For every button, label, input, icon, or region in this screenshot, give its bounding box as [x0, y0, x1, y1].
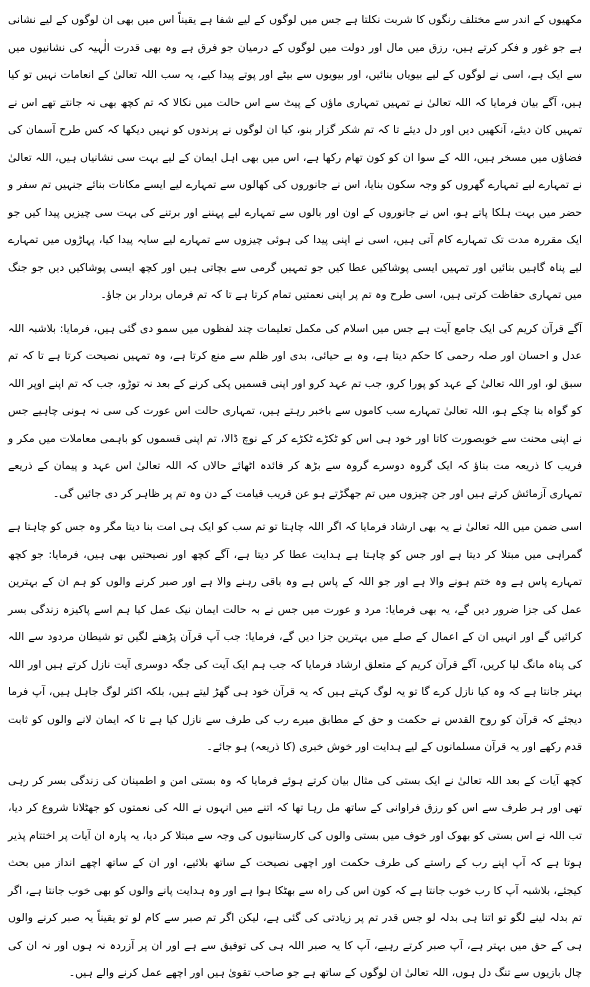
- paragraph-2: آگے قرآن کریم کی ایک جامع آیت ہے جس میں اسلام کی مکمل تعلیمات چند لفظوں میں سمو دی گئی ہیں، فرمایا: بلاشبہ اللہ عدل و احسان اور صلہ رحمی کا حکم دیتا ہے، وہ بے حیائی، بدی اور ظلم سے منع کرتا ہے، وہ تمہیں نصیحت کرتا ہے تا کہ تم سبق لو، اور اللہ تعالیٰ کے عہد کو پورا کرو، جب تم عہد کرو اور اپنی قسمیں پکی کرنے کے بعد نہ توڑو، جب کہ تم اپنے اوپر اللہ کو گواہ بنا چکے ہو، اللہ تعالیٰ تمہارے سب کاموں سے باخبر رہتے ہیں، تمہاری حالت اس عورت کی سی نہ ہونی چاہیے جس نے اپنی محنت سے خوبصورت کاتا اور خود ہی اس کو ٹکڑے ٹکڑے کر کے نوچ ڈالا، تم اپنی قسموں کو باہمی معاملات میں مکر و فریب کا ذریعہ مت بناؤ کہ ایک گروہ دوسرے گروہ سے بڑھ کر فائدہ اٹھائے حالاں کہ اللہ تعالیٰ اس عہد و پیمان کے ذریعے تمہاری آزمائش کرتے ہیں اور جن چیزوں میں تم جھگڑتے ہو عن قریب قیامت کے دن وہ تم پر ظاہر کر دی جائیں گی۔: [8, 321, 582, 500]
- paragraph-3: اسی ضمن میں اللہ تعالیٰ نے یہ بھی ارشاد فرمایا کہ اگر اللہ چاہتا تو تم سب کو ایک ہی امت بنا دیتا مگر وہ جس کو چاہتا ہے گمراہی میں مبتلا کر دیتا ہے اور جس کو چاہتا ہے ہدایت عطا کر دیتا ہے، آگے کچھ اور نصیحتیں بھی ہیں، فرمایا: جو کچھ تمہارے پاس ہے وہ ختم ہونے والا ہے اور جو اللہ کے پاس ہے وہ باقی رہنے والا ہے اور صبر کرنے والوں کو ہم ان کے بہترین عمل کی جزا ضرور دیں گے، یہ بھی فرمایا: مرد و عورت میں جس نے بہ حالت ایمان نیک عمل کیا ہم اسے پاکیزہ زندگی بسر کرائیں گے اور انہیں ان کے اعمال کے صلے میں بہترین جزا دیں گے، فرمایا: جب آپ قرآن پڑھنے لگیں تو شیطان مردود سے اللہ کی پناہ مانگ لیا کریں، آگے قرآن کریم کے متعلق ارشاد فرمایا کہ جب ہم ایک آیت کی جگہ دوسری آیت نازل کرتے ہیں اور اللہ بہتر جانتا ہے کہ وہ کیا نازل کرے گا تو یہ لوگ کہتے ہیں کہ یہ قرآن خود ہی گھڑ لیتے ہیں، بلکہ اکثر لوگ جاہل ہیں، آپ فرما دیجئے کہ قرآن کو روح القدس نے حکمت و حق کے مطابق میرے رب کی طرف سے نازل کیا ہے تا کہ ایمان لانے والوں کو ثابت قدم رکھے اور یہ قرآن مسلمانوں کے لیے ہدایت اور خوش خبری (کا ذریعہ) ہو جائے۔: [8, 520, 582, 753]
- paragraph-1: مکھیوں کے اندر سے مختلف رنگوں کا شربت نکلتا ہے جس میں لوگوں کے لیے شفا ہے یقیناً اس میں بھی ان لوگوں کے لیے نشانی ہے جو غور و فکر کرتے ہیں، رزق میں مال اور دولت میں لوگوں کے درمیان جو فرق ہے وہ بھی قدرت الٰہیہ کی نشانیوں میں سے ایک ہے، اسی نے لوگوں کے لیے بیویاں بنائیں، اور بیویوں سے بیٹے اور پوتے پیدا کیے، یہ سب اللہ تعالیٰ کے انعامات نہیں تو کیا ہیں، آگے بیان فرمایا کہ اللہ تعالیٰ نے تمہیں تمہاری ماؤں کے پیٹ سے اس حالت میں نکالا کہ تم کچھ بھی نہ جانتے تھے اس نے تمہیں کان دیئے، آنکھیں دیں اور دل دیئے تا کہ تم شکر گزار بنو، کیا ان لوگوں نے پرندوں کو نہیں دیکھا کہ کس طرح آسمان کی فضاؤں میں مسخر ہیں، اللہ کے سوا ان کو کون تھام رکھا ہے، اس میں بھی اہل ایمان کے لیے بہت سی نشانیاں ہیں، اللہ تعالیٰ نے تمہارے لیے تمہارے گھروں کو وجہ سکون بنایا، اس نے جانوروں کی کھالوں سے تمہارے لیے ایسے مکانات بنائے جنہیں تم سفر و حضر میں بہت ہلکا پاتے ہو، اس نے جانوروں کے اون اور بالوں سے تمہارے لیے پہننے اور برتنے کی بہت سی چیزیں پیدا کیں جو ایک مقررہ مدت تک تمہارے کام آتی ہیں، اسی نے اپنی پیدا کی ہوئی چیزوں سے تمہارے لیے سایہ پیدا کیا، پہاڑوں میں تمہارے لیے پناہ گاہیں بنائیں اور تمہیں ایسی پوشاکیں عطا کیں جو تمہیں گرمی سے بچاتی ہیں اور کچھ ایسی پوشاکیں دیں جو جنگ میں تمہاری حفاظت کرتی ہیں، اسی طرح وہ تم پر اپنی نعمتیں تمام کرتا ہے تا کہ تم فرماں بردار بن جاؤ۔: [8, 13, 582, 301]
- paragraph-4: کچھ آیات کے بعد اللہ تعالیٰ نے ایک بستی کی مثال بیان کرتے ہوئے فرمایا کہ وہ بستی امن و اطمینان کی زندگی بسر کر رہی تھی اور ہر طرف سے اس کو رزق فراوانی کے ساتھ مل رہا تھا کہ اتنے میں انہوں نے اللہ کی نعمتوں کو جھٹلانا شروع کر دیا، تب اللہ نے اس بستی کو بھوک اور خوف میں بستی والوں کی کارستانیوں کی وجہ سے مبتلا کر دیا، یہ پارہ ان آیات پر اختتام پذیر ہوتا ہے کہ آپ اپنے رب کے راستے کی طرف حکمت اور اچھی نصیحت کے ساتھ بلائیے، اور ان کے ساتھ اچھے انداز میں بحث کیجئے، بلاشبہ آپ کا رب خوب جانتا ہے کہ کون اس کی راہ سے بھٹکا ہوا ہے اور وہ ہدایت پانے والوں کو بھی خوب جانتا ہے، اگر تم بدلہ لینے لگو تو اتنا ہی بدلہ لو جس قدر تم پر زیادتی کی گئی ہے، لیکن اگر تم صبر سے کام لو تو یقیناً یہ صبر کرنے والوں ہی کے حق میں بہتر ہے، آپ صبر کرتے رہیے، آپ کا یہ صبر اللہ ہی کی توفیق سے ہے اور ان پر آزردہ نہ ہوں اور نہ ان کی چال بازیوں سے تنگ دل ہوں، اللہ تعالیٰ ان لوگوں کے ساتھ ہے جو صاحب تقویٰ ہیں اور اچھے عمل کرنے والے ہیں۔: [8, 773, 582, 979]
